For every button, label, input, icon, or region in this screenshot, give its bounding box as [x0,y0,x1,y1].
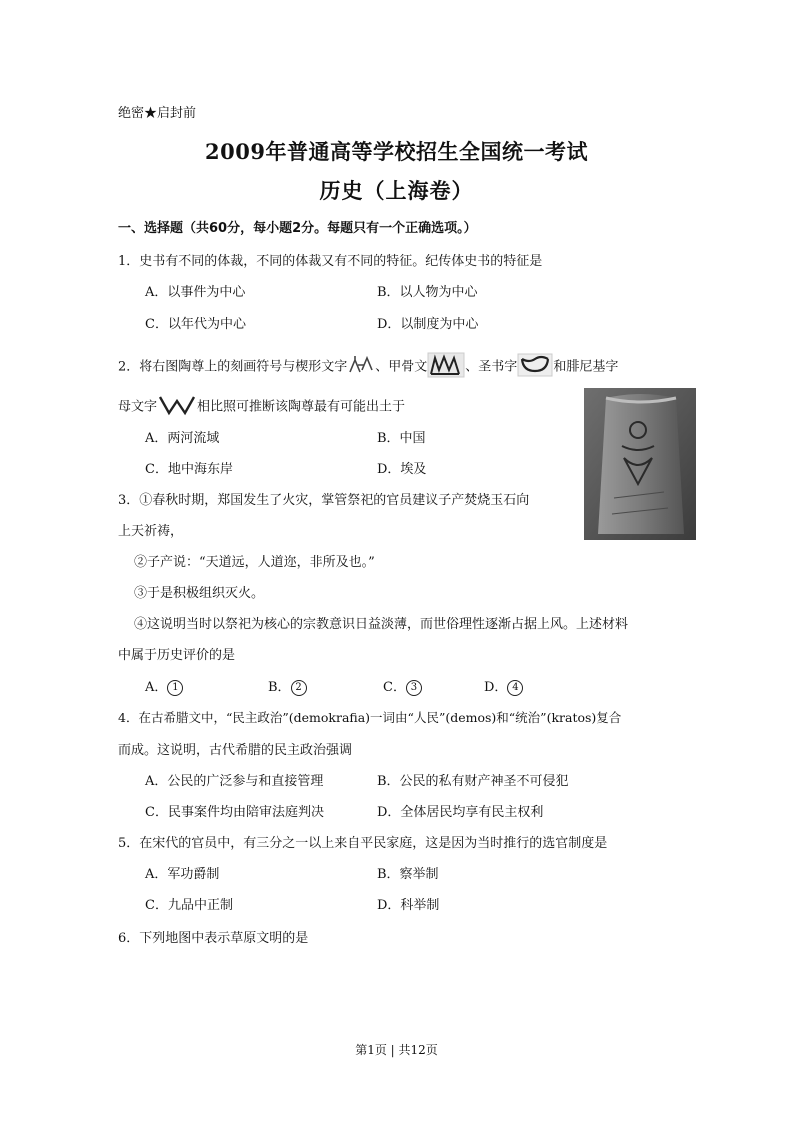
question-2-stem [118,352,618,382]
q5-option-a: A．军功爵制 [145,867,220,882]
question-3-line4: ③于是积极组织灭火。 [134,586,265,601]
q5-option-c: C．九品中正制 [145,898,233,913]
q3-option-d: D． 4 [484,676,524,696]
question-4-line1: 4．在古希腊文中，“民主政治”(demokrafia)一词由“人民”(demos)和“统治”(kratos)复合 [118,710,622,725]
question-6-stem: 6．下列地图中表示草原文明的是 [118,931,309,946]
q2-text-part4: 和腓尼基字 [553,359,619,375]
oracle-bone-symbol-icon [427,352,465,382]
q3-option-a: A． 1 [145,676,184,696]
q2-line2-start: 母文字 [118,399,158,415]
question-3-line3: ②子产说：“天道远，人道迩，非所及也。” [134,555,375,570]
q2-option-a: A．两河流域 [145,431,220,446]
q2-option-d: D．埃及 [377,462,427,477]
question-1-stem: 1．史书有不同的体裁，不同的体裁又有不同的特征。纪传体史书的特征是 [118,254,543,269]
q5-option-b: B．察举制 [377,867,439,882]
q1-option-b: B．以人物为中心 [377,285,478,300]
q2-text-part3: 、圣书字 [465,359,518,375]
q2-option-b: B．中国 [377,431,426,446]
section-heading: 一、选择题（共60分，每小题2分。每题只有一个正确选项。） [118,221,477,236]
q2-option-c: C．地中海东岸 [145,462,233,477]
question-2-line2 [118,394,405,420]
confidential-mark: 绝密★启封前 [118,106,197,121]
exam-title: 2009年普通高等学校招生全国统一考试 [205,139,588,164]
q2-text-part2: 、甲骨文 [375,359,428,375]
cuneiform-symbol-icon [347,354,375,380]
q4-option-b: B．公民的私有财产神圣不可侵犯 [377,774,569,789]
page-footer: 第1页 | 共12页 [355,1043,438,1057]
hieroglyph-symbol-icon [517,353,553,381]
question-3-line5: ④这说明当时以祭祀为核心的宗教意识日益淡薄，而世俗理性逐渐占据上风。上述材料 [134,617,629,632]
q1-option-a: A．以事件为中心 [145,285,246,300]
q5-option-d: D．科举制 [377,898,440,913]
q4-option-a: A．公民的广泛参与和直接管理 [145,774,324,789]
q2-line2-end: 相比照可推断该陶尊最有可能出土于 [197,399,406,415]
q3-option-c: C． 3 [383,676,423,696]
q4-option-c: C．民事案件均由陪审法庭判决 [145,805,324,820]
q2-text-part1: 2．将右图陶尊上的刻画符号与楔形文字 [118,359,348,375]
question-5-stem: 5．在宋代的官员中，有三分之一以上来自平民家庭，这是因为当时推行的选官制度是 [118,836,608,851]
question-4-line2: 而成。这说明，古代希腊的民主政治强调 [118,743,353,758]
question-3-line6: 中属于历史评价的是 [118,648,236,663]
q1-option-c: C．以年代为中心 [145,317,246,332]
q4-option-d: D．全体居民均享有民主权利 [377,805,544,820]
phoenician-symbol-icon [157,394,197,420]
question-3-line2: 上天祈祷， [118,524,184,539]
pottery-vessel-image [584,388,696,540]
q1-option-d: D．以制度为中心 [377,317,479,332]
question-3-line1: 3．①春秋时期，郑国发生了火灾，掌管祭祀的官员建议子产焚烧玉石向 [118,493,530,508]
q3-option-b: B． 2 [268,676,308,696]
exam-subtitle: 历史（上海卷） [319,178,474,203]
